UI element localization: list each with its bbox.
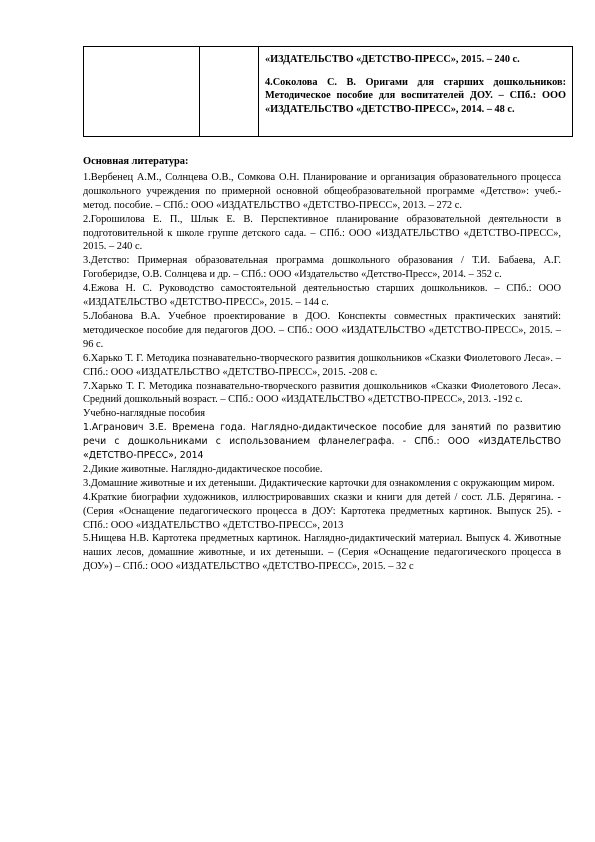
table-cell-empty-1: [84, 47, 200, 136]
reference-item: 4.Ежова Н. С. Руководство самостоятельной деятельностью старших дошкольников. – СПб.: ООО «ИЗДАТЕЛЬСТВО «ДЕТСТВО-ПРЕСС», 2015. – 144 с.: [83, 283, 561, 309]
visual-aid-item: 4.Краткие биографии художников, иллюстрировавших сказки и книги для детей / сост. Л.Б. Дерягина. - (Серия «Оснащение педагогического процесса в ДОУ: Картотека предметных картинок. Выпуск 25). - СПб.: ООО «ИЗДАТЕЛЬСТВО «ДЕТСТВО-ПРЕСС», 2013: [83, 491, 561, 531]
visual-aid-item: 3.Домашние животные и их детеныши. Дидактические карточки для ознакомления с окружающим миром.: [83, 477, 555, 489]
table-fragment: [83, 46, 573, 137]
reference-item: 2.Горошилова Е. П., Шлык Е. В. Перспективное планирование образовательной деятельности в подготовительной к школе группе детского сада. – СПб.: ООО «ИЗДАТЕЛЬСТВО «ДЕТСТВО-ПРЕСС», 2015. – 240 с.: [83, 213, 561, 253]
table-cell-empty-2: [200, 47, 259, 136]
table-line: 4.Соколова С. В. Оригами для старших дошкольников: Методическое пособие для воспитателей ДОУ. – СПб.: ООО «ИЗДАТЕЛЬСТВО «ДЕТСТВО-ПРЕСС», 2014. – 48 с.: [265, 77, 566, 115]
reference-item: 7.Харько Т. Г. Методика познавательно-творческого развития дошкольников «Сказки Фиолетового Леса». Средний дошкольный возраст. – СПб.: ООО «ИЗДАТЕЛЬСТВО «ДЕТСТВО-ПРЕСС», 2013. -192 с.: [83, 380, 561, 406]
visual-aids-heading: Учебно-наглядные пособия: [83, 408, 206, 420]
table-line: «ИЗДАТЕЛЬСТВО «ДЕТСТВО-ПРЕСС», 2015. – 240 с.: [265, 54, 520, 65]
visual-aid-item: 2.Дикие животные. Наглядно-дидактическое пособие.: [83, 463, 323, 475]
visual-aid-item: 5.Нищева Н.В. Картотека предметных картинок. Наглядно-дидактический материал. Выпуск 4. Животные наших лесов, домашние животные, и их детеныши. – (Серия «Оснащение педагогического процесса в ДОУ») – СПб.: ООО «ИЗДАТЕЛЬСТВО «ДЕТСТВО-ПРЕСС», 2015. – 32 с: [83, 533, 561, 573]
table-cell-references: [259, 47, 572, 136]
reference-item: 5.Лобанова В.А. Учебное проектирование в ДОО. Конспекты совместных практических занятий: методическое пособие для педагогов ДОО. – СПб.: ООО «ИЗДАТЕЛЬСТВО «ДЕТСТВО-ПРЕСС», 2015. – 96 с.: [83, 310, 561, 350]
reference-item: 1.Вербенец А.М., Солнцева О.В., Сомкова О.Н. Планирование и организация образовательного процесса дошкольного учреждения по примерной основной общеобразовательной программе «Детство»: учеб.-метод. пособие. – СПб.: ООО «ИЗДАТЕЛЬСТВО «ДЕТСТВО-ПРЕСС», 2013. – 272 с.: [83, 171, 561, 211]
literature-section: [83, 155, 561, 574]
reference-item: 3.Детство: Примерная образовательная программа дошкольного образования / Т.И. Бабаева, А.Г. Гогоберидзе, О.В. Солнцева и др. – СПб.: ООО «Издательство «Детство-Пресс», 2014. – 352 с.: [83, 255, 561, 281]
reference-item: 6.Харько Т. Г. Методика познавательно-творческого развития дошкольников «Сказки Фиолетового Леса». – СПб.: ООО «ИЗДАТЕЛЬСТВО «ДЕТСТВО-ПРЕСС», 2015. -208 с.: [83, 352, 561, 378]
main-literature-heading: Основная литература:: [83, 156, 189, 167]
visual-aid-item: 1.Агранович З.Е. Времена года. Наглядно-дидактическое пособие для занятий по развитию речи с дошкольниками с использованием фланелеграфа. - СПб.: ООО «ИЗДАТЕЛЬСТВО «ДЕТСТВО-ПРЕСС», 2014: [83, 422, 561, 462]
